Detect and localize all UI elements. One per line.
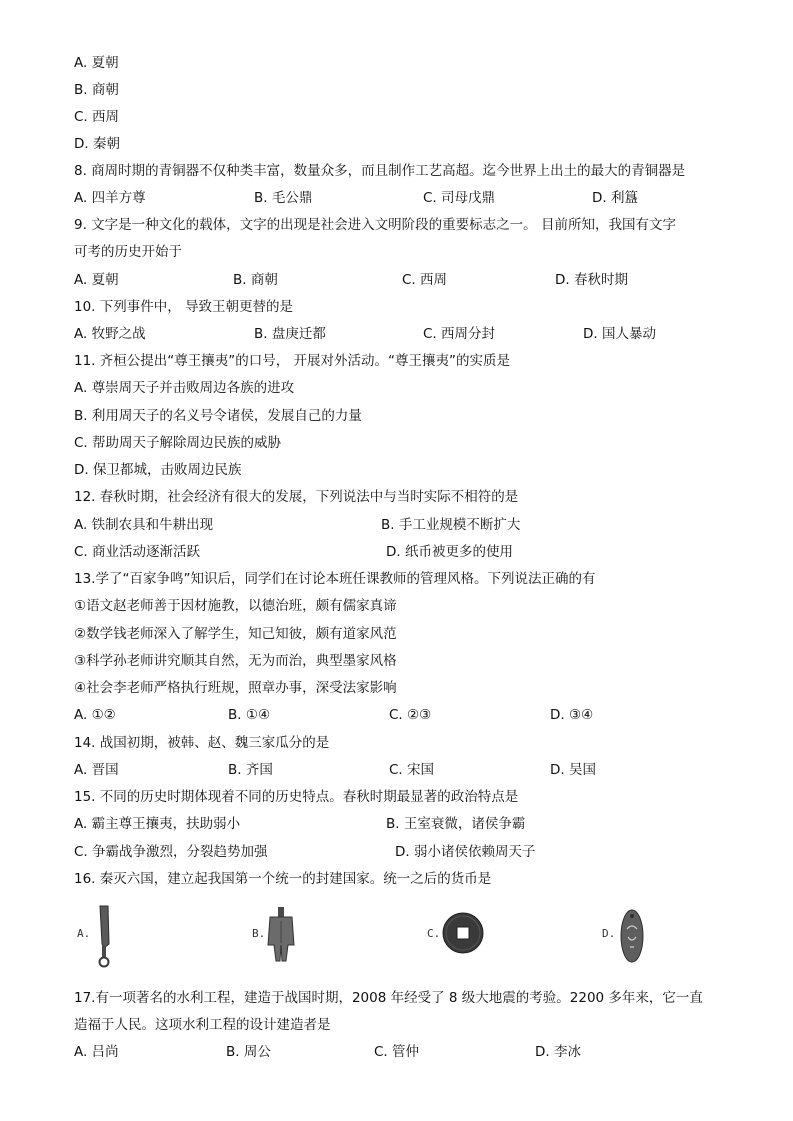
q13-stem: 13.学了“百家争鸣”知识后，同学们在讨论本班任课教师的管理风格。下列说法正确的有 bbox=[74, 571, 596, 587]
q13-item-4: ④社会李老师严格执行班规，照章办事，深受法家影响 bbox=[74, 680, 397, 696]
q14-option-d: D. 吴国 bbox=[550, 762, 596, 778]
q8-option-d: D. 利簋 bbox=[592, 190, 638, 206]
q12-option-c: C. 商业活动逐渐活跃 bbox=[74, 544, 201, 560]
q8-option-b: B. 毛公鼎 bbox=[254, 190, 313, 206]
q10-stem: 10. 下列事件中， 导致王朝更替的是 bbox=[74, 299, 294, 315]
q17-stem-line2: 造福于人民。这项水利工程的设计建造者是 bbox=[74, 1017, 331, 1033]
q13-item-3: ③科学孙老师讲究顺其自然，无为而治，典型墨家风格 bbox=[74, 653, 397, 669]
q14-stem: 14. 战国初期，被韩、赵、魏三家瓜分的是 bbox=[74, 735, 330, 751]
q7-option-d: D. 秦朝 bbox=[74, 136, 120, 152]
q11-option-a: A. 尊崇周天子并击败周边各族的进攻 bbox=[74, 380, 295, 396]
q9-stem-line2: 可考的历史开始于 bbox=[74, 244, 182, 260]
q7-option-b: B. 商朝 bbox=[74, 82, 119, 98]
q9-option-a: A. 夏朝 bbox=[74, 272, 119, 288]
q8-option-c: C. 司母戊鼎 bbox=[423, 190, 496, 206]
q16-image-label-a: A. bbox=[77, 927, 91, 940]
q12-option-d: D. 纸币被更多的使用 bbox=[386, 544, 513, 560]
q13-option-a: A. ①② bbox=[74, 707, 116, 723]
q12-option-a: A. 铁制农具和牛耕出现 bbox=[74, 517, 214, 533]
q7-option-c: C. 西周 bbox=[74, 109, 120, 125]
q9-option-b: B. 商朝 bbox=[233, 272, 278, 288]
q14-option-c: C. 宋国 bbox=[389, 762, 435, 778]
q15-stem: 15. 不同的历史时期体现着不同的历史特点。春秋时期最显著的政治特点是 bbox=[74, 789, 519, 805]
q17-option-c: C. 管仲 bbox=[374, 1044, 420, 1060]
q7-option-a: A. 夏朝 bbox=[74, 55, 119, 71]
ant-nose-coin-icon bbox=[619, 907, 645, 965]
q16-image-label-c: C. bbox=[427, 927, 441, 940]
q16-stem: 16. 秦灭六国，建立起我国第一个统一的封建国家。统一之后的货币是 bbox=[74, 871, 492, 887]
q17-option-a: A. 吕尚 bbox=[74, 1044, 119, 1060]
q17-option-b: B. 周公 bbox=[226, 1044, 271, 1060]
q17-stem-line1: 17.有一项著名的水利工程，建造于战国时期，2008 年经受了 8 级大地震的考验。2200 多年来，它一直 bbox=[74, 990, 703, 1006]
q10-option-b: B. 盘庚迁都 bbox=[254, 326, 326, 342]
q10-option-c: C. 西周分封 bbox=[423, 326, 496, 342]
q14-option-b: B. 齐国 bbox=[228, 762, 273, 778]
q10-option-a: A. 牧野之战 bbox=[74, 326, 146, 342]
q15-option-c: C. 争霸战争激烈，分裂趋势加强 bbox=[74, 844, 268, 860]
knife-coin-icon bbox=[94, 904, 116, 968]
q15-option-a: A. 霸主尊王攘夷，扶助弱小 bbox=[74, 816, 241, 832]
q17-option-d: D. 李冰 bbox=[535, 1044, 581, 1060]
q10-option-d: D. 国人暴动 bbox=[583, 326, 656, 342]
q13-option-d: D. ③④ bbox=[550, 707, 594, 723]
q11-stem: 11. 齐桓公提出“尊王攘夷”的口号， 开展对外活动。“尊王攘夷”的实质是 bbox=[74, 353, 511, 369]
q12-option-b: B. 手工业规模不断扩大 bbox=[381, 517, 521, 533]
q13-item-2: ②数学钱老师深入了解学生，知己知彼，颇有道家风范 bbox=[74, 626, 397, 642]
q8-option-a: A. 四羊方尊 bbox=[74, 190, 146, 206]
q13-option-c: C. ②③ bbox=[389, 707, 432, 723]
q14-option-a: A. 晋国 bbox=[74, 762, 119, 778]
q12-stem: 12. 春秋时期，社会经济有很大的发展，下列说法中与当时实际不相符的是 bbox=[74, 489, 519, 505]
q11-option-d: D. 保卫都城，击败周边民族 bbox=[74, 462, 242, 478]
q8-stem: 8. 商周时期的青铜器不仅种类丰富，数量众多，而且制作工艺高超。迄今世界上出土的最大的青铜器是 bbox=[74, 163, 686, 179]
q16-image-label-b: B. bbox=[252, 927, 266, 940]
q13-option-b: B. ①④ bbox=[228, 707, 271, 723]
q9-option-d: D. 春秋时期 bbox=[555, 272, 628, 288]
round-coin-square-hole-icon bbox=[441, 911, 485, 955]
q13-item-1: ①语文赵老师善于因材施教，以德治班，颇有儒家真谛 bbox=[74, 598, 397, 614]
q9-stem-line1: 9. 文字是一种文化的载体，文字的出现是社会进入文明阶段的重要标志之一。 目前所知，我国有文字 bbox=[74, 217, 676, 233]
q15-option-d: D. 弱小诸侯依赖周天子 bbox=[395, 844, 536, 860]
q15-option-b: B. 王室衰微，诸侯争霸 bbox=[386, 816, 526, 832]
q11-option-b: B. 利用周天子的名义号令诸侯，发展自己的力量 bbox=[74, 408, 362, 424]
q11-option-c: C. 帮助周天子解除周边民族的威胁 bbox=[74, 435, 282, 451]
spade-coin-icon bbox=[264, 905, 298, 965]
q16-image-label-d: D. bbox=[602, 927, 616, 940]
q9-option-c: C. 西周 bbox=[402, 272, 448, 288]
